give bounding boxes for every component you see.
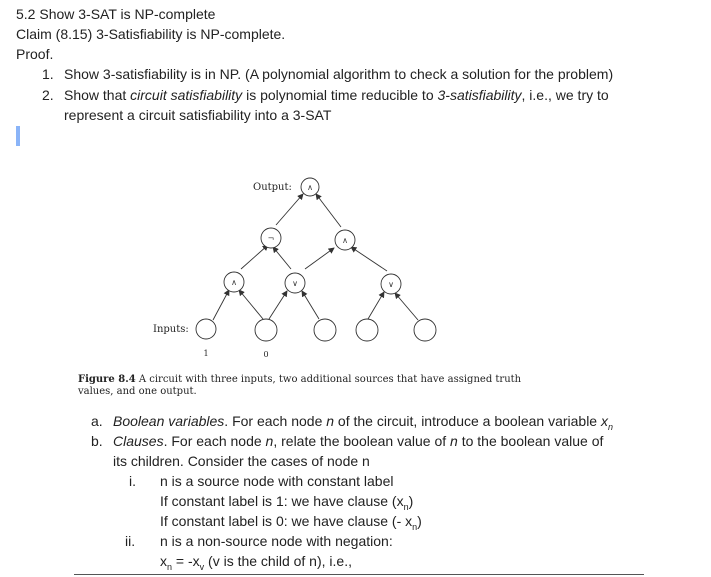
- step-2-text-line2: represent a circuit satisfiability into a 3-SAT: [64, 107, 332, 123]
- item-ii-line1: n is a non-source node with negation:: [160, 533, 393, 549]
- item-i-line2: If constant label is 1: we have clause $(x_n)$: [160, 493, 414, 512]
- item-a-text: Boolean variables. For each node n of the circuit, introduce a boolean variable $x_n$: [113, 413, 613, 432]
- input-node-4: [356, 319, 378, 341]
- text-cursor: [16, 126, 20, 146]
- right-and-symbol: ∧: [342, 236, 348, 245]
- inputs-label: Inputs:: [153, 324, 189, 335]
- proof-label: Proof.: [16, 46, 54, 62]
- input-node-3: [314, 319, 336, 341]
- left-and-symbol: ∧: [231, 278, 237, 287]
- input-node-2: [255, 319, 277, 341]
- middle-or-symbol: ∨: [292, 279, 298, 288]
- circuit-edges: [213, 194, 418, 320]
- input-value-1: 1: [203, 349, 209, 358]
- output-label: Output:: [253, 182, 292, 193]
- circuit-figure: [145, 170, 445, 365]
- item-i-line3: If constant label is 0: we have clause (- $x_n$): [160, 513, 422, 532]
- input-node-5: [414, 319, 436, 341]
- item-ii-marker: ii.: [125, 533, 136, 549]
- circuit-nodes: [196, 178, 436, 341]
- cutoff-text-line: [74, 574, 644, 575]
- item-b-text: Clauses. For each node n, relate the boolean value of n to the boolean value of: [113, 433, 604, 449]
- item-i-marker: i.: [129, 473, 136, 489]
- figure-caption-line2: values, and one output.: [78, 386, 197, 397]
- item-i-line1: n is a source node with constant label: [160, 473, 394, 489]
- step-1-text: Show 3-satisfiability is in NP. (A polynomial algorithm to check a solution for the problem): [64, 66, 614, 82]
- input-value-2: 0: [263, 350, 269, 359]
- item-b-marker: b.: [91, 433, 103, 449]
- claim-text: Claim (8.15) 3-Satisfiability is NP-complete.: [16, 26, 286, 42]
- item-a-marker: a.: [91, 413, 103, 429]
- step-2-number: 2.: [42, 87, 54, 103]
- step-2-text: Show that circuit satisfiability is polynomial time reducible to 3-satisfiability, i.e., we try to: [64, 87, 609, 103]
- item-ii-line2: $x_n = -x_v$ (v is the child of n), i.e.,: [160, 553, 352, 572]
- section-heading: 5.2 Show 3-SAT is NP-complete: [16, 6, 216, 22]
- step-1-number: 1.: [42, 66, 54, 82]
- item-b-text-line2: its children. Consider the cases of node n: [113, 453, 370, 469]
- input-node-1: [196, 319, 216, 339]
- not-symbol: ¬: [267, 234, 275, 243]
- right-or-symbol: ∨: [388, 280, 394, 289]
- figure-caption-line1: Figure 8.4 A circuit with three inputs, two additional sources that have assigned truth: [78, 374, 522, 385]
- output-and-symbol: ∧: [307, 183, 313, 192]
